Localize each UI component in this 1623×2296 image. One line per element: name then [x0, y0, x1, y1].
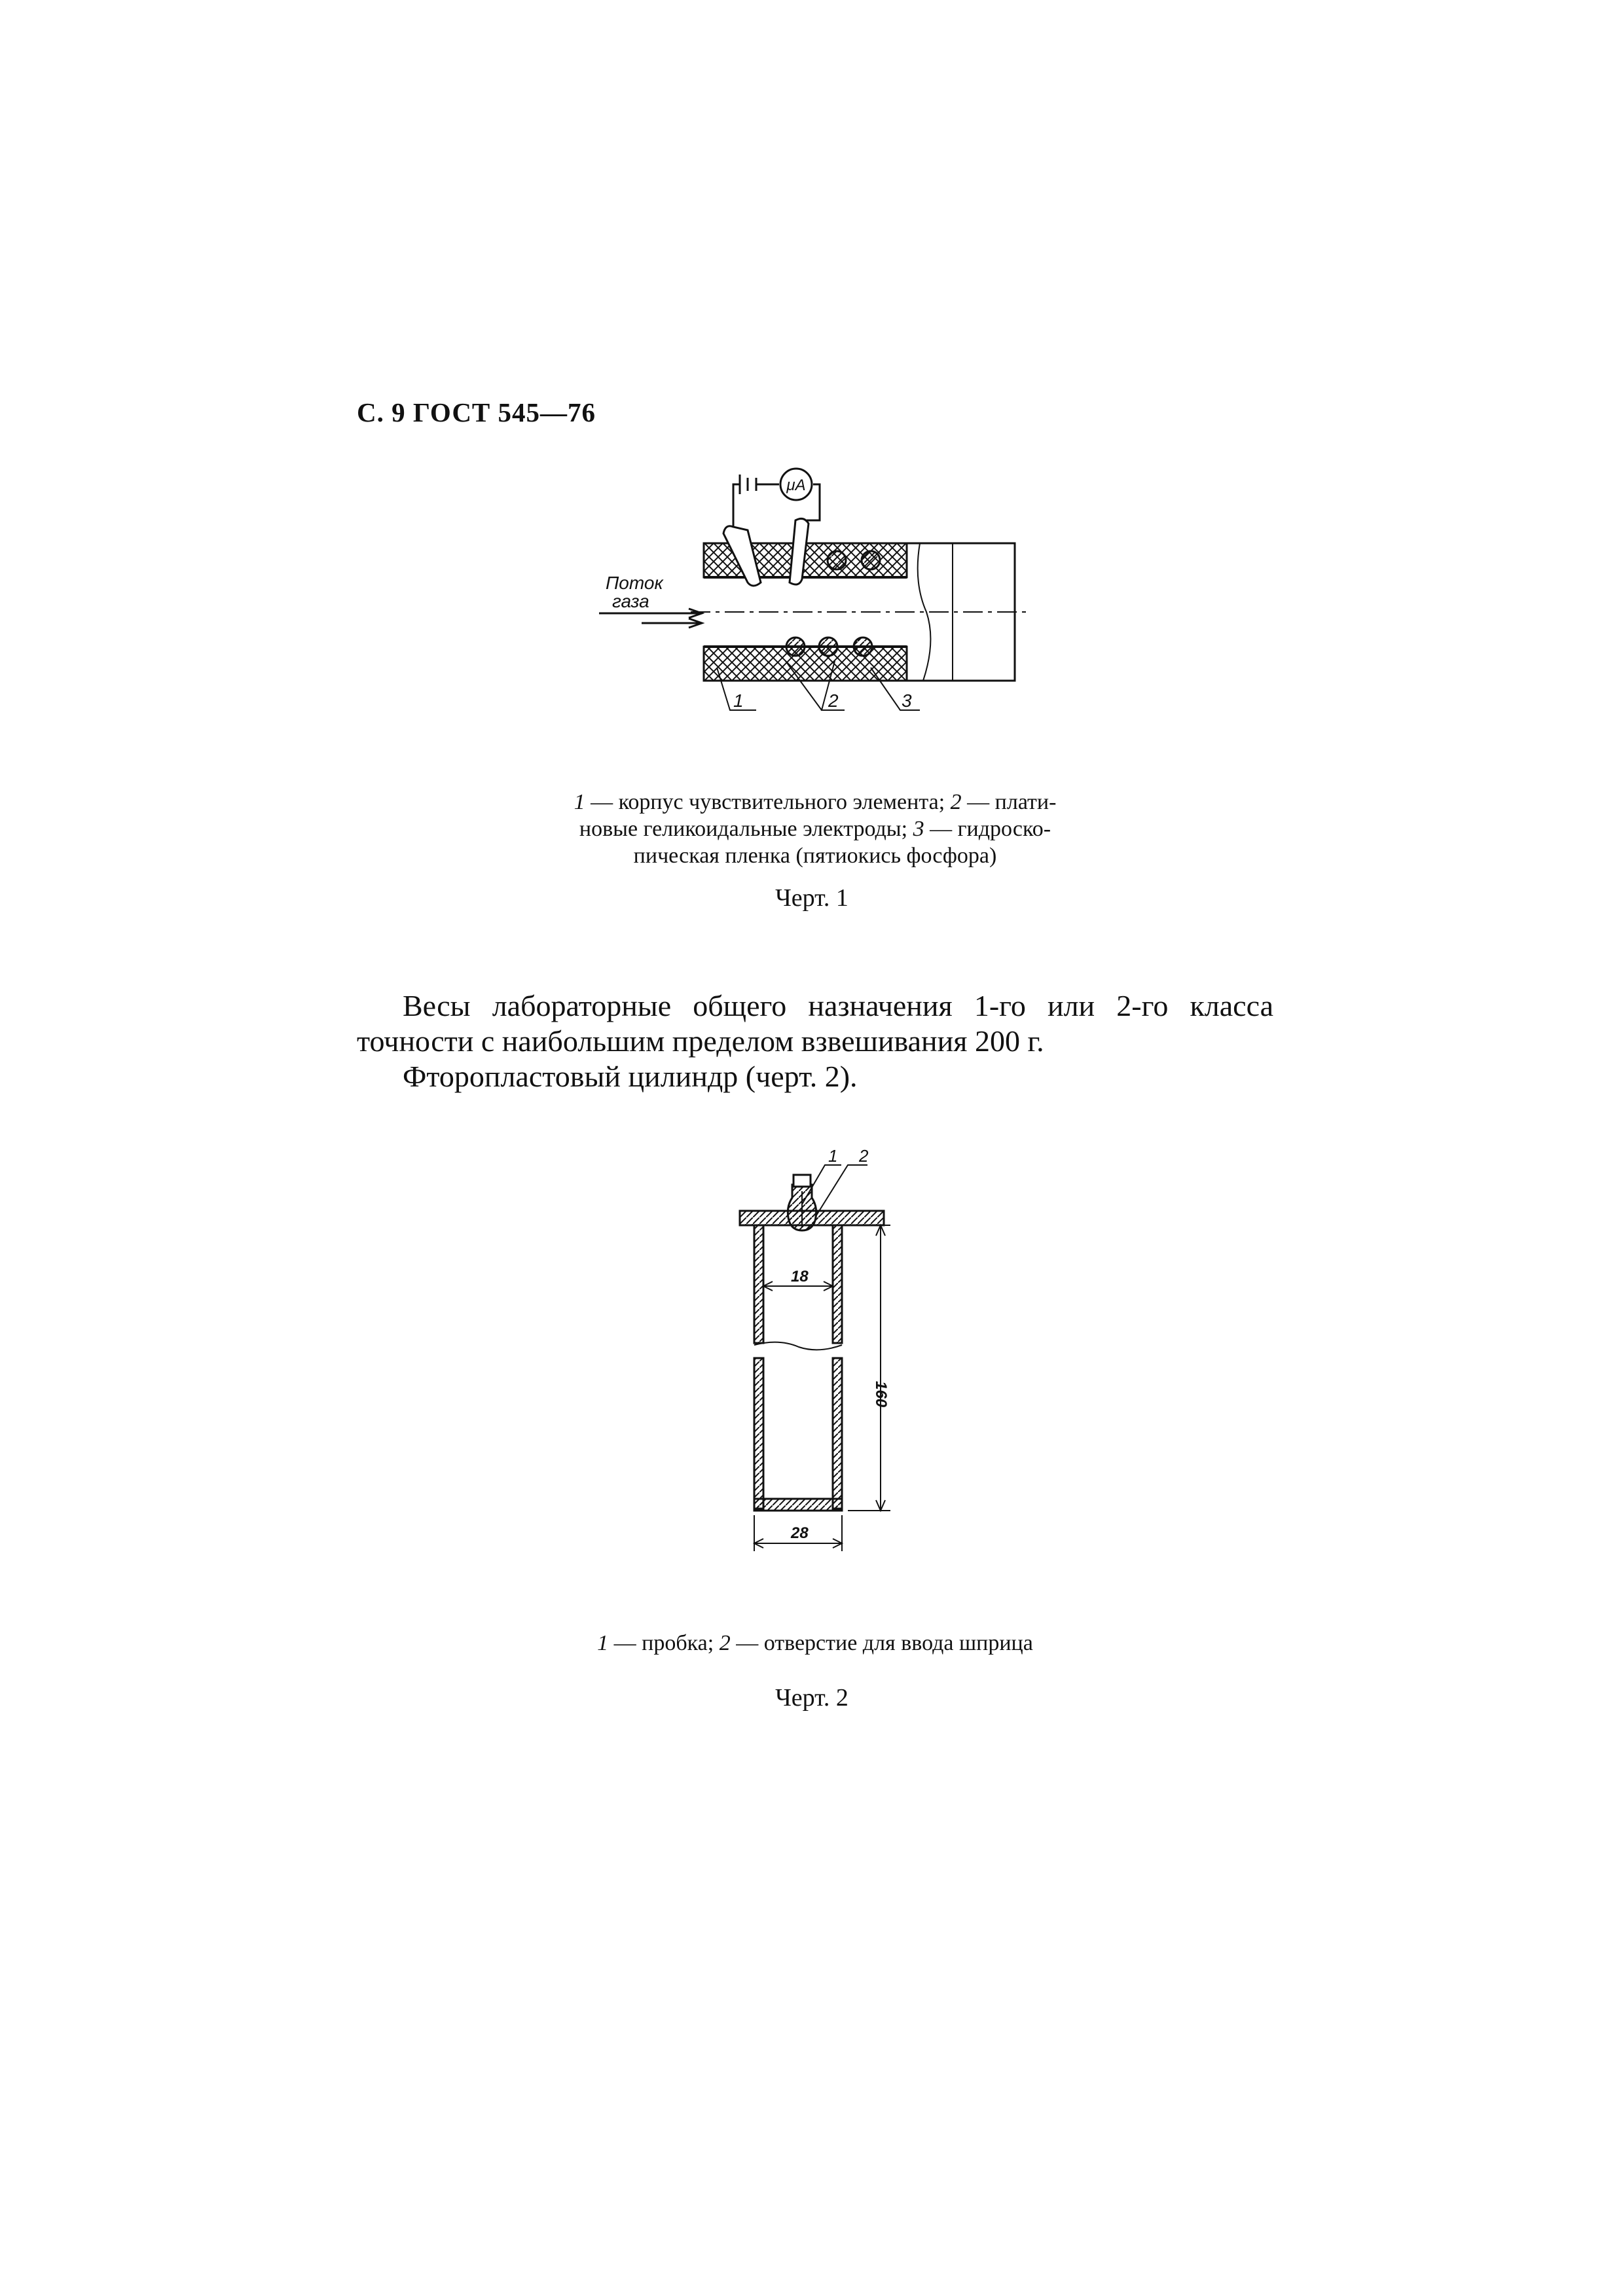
figure-2-title: Черт. 2 [775, 1684, 848, 1712]
fig2-callout-1: 1 [828, 1146, 838, 1166]
cylinder-bottom [754, 1499, 842, 1511]
legend-2-text: — плати- [961, 790, 1057, 814]
fig2-legend-2-number: 2 [719, 1631, 731, 1655]
paragraph-scales: Весы лабораторные общего назначения 1-го или 2-го класса точности с наибольшим пределом взвешивания 200 г. [357, 989, 1273, 1058]
page-header: С. 9 ГОСТ 545—76 [357, 397, 596, 427]
dim-outer-diameter: 28 [791, 1524, 809, 1542]
callout-2-leader [815, 1165, 867, 1217]
fig2-callout-2: 2 [859, 1146, 869, 1166]
left-wall-lower [754, 1358, 763, 1509]
callout-3: 3 [902, 691, 912, 711]
fig2-legend-1-number: 1 [597, 1631, 609, 1655]
dim-inner-diameter: 18 [791, 1268, 809, 1285]
legend-3-continuation: пическая пленка (пятиокись фосфора) [633, 844, 997, 868]
paragraph-cylinder: Фторопластовый цилиндр (черт. 2). [403, 1060, 858, 1093]
figure-1-diagram [576, 452, 1034, 733]
figure-2-diagram [720, 1139, 956, 1571]
legend-3-number: 3 [913, 817, 924, 841]
legend-2-number: 2 [950, 790, 962, 814]
figure-1-legend [537, 789, 1093, 869]
legend-3-text: — гидроско- [924, 817, 1051, 841]
callout-2: 2 [828, 691, 839, 711]
fig2-legend-2-text: — отверстие для ввода шприца [730, 1631, 1033, 1655]
figure-1-title: Черт. 1 [775, 884, 848, 912]
break-line [918, 543, 931, 681]
right-wall-upper [833, 1225, 842, 1343]
left-wall-upper [754, 1225, 763, 1343]
figure-2-legend [537, 1630, 1093, 1657]
legend-1-number: 1 [574, 790, 585, 814]
fig2-legend-1-text: — пробка; [608, 1631, 720, 1655]
legend-2-continuation: новые геликоидальные электроды; [579, 817, 913, 841]
flow-label-line2: газа [612, 591, 649, 611]
bottom-electrodes [786, 637, 872, 656]
legend-1-text: — корпус чувствительного элемента; [585, 790, 951, 814]
body-text [357, 988, 1273, 1094]
flow-label-line1: Поток [606, 573, 663, 593]
break-line [754, 1342, 842, 1350]
callout-1: 1 [733, 691, 744, 711]
meter-symbol: μA [786, 476, 806, 494]
dim-height: 160 [872, 1381, 890, 1408]
right-wall-lower [833, 1358, 842, 1509]
